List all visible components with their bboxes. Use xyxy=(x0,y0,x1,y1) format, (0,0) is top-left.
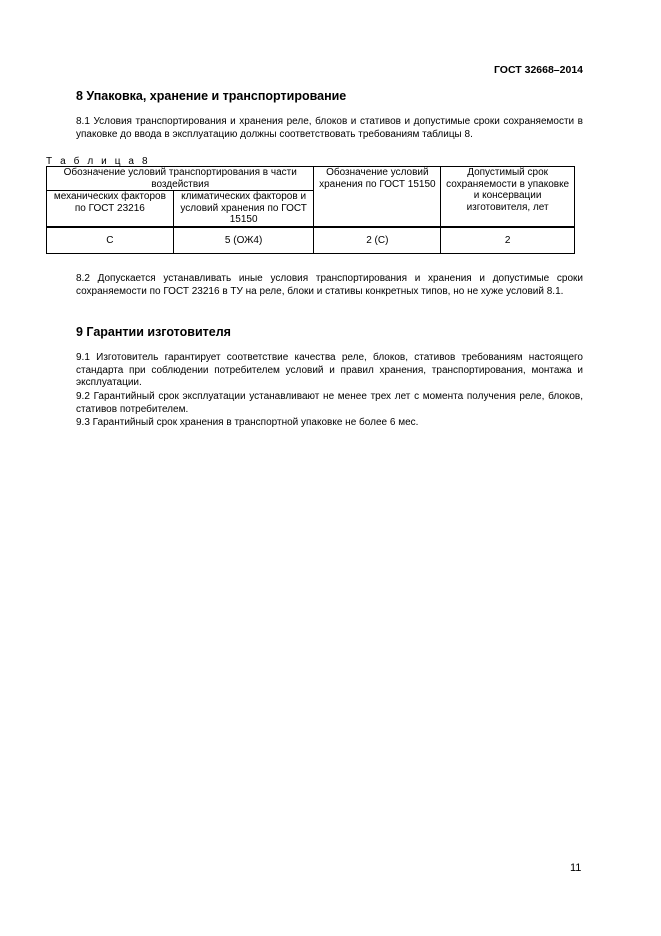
page-number: 11 xyxy=(570,862,582,874)
table-head-storage-conditions: Обозначение условий хранения по ГОСТ 15150 xyxy=(314,167,441,227)
table-cell-storage: 2 (С) xyxy=(314,227,441,254)
paragraph-8-1 xyxy=(76,116,583,141)
table-head-mechanical: механических факторов по ГОСТ 23216 xyxy=(47,191,174,227)
table-head-storage-term: Допустимый срок сохраняемости в упаковке и консервации изготовителя, лет xyxy=(441,167,575,227)
table-cell-clim: 5 (ОЖ4) xyxy=(173,227,314,254)
table-8 xyxy=(46,166,575,254)
table-cell-term: 2 xyxy=(441,227,575,254)
paragraph-8-1-text: 8.1 Условия транспортирования и хранения реле, блоков и стативов и допустимые сроки сохраняемости в упаковке до ввода в эксплуатацию должны соответствовать требованиям таблицы 8. xyxy=(76,116,583,140)
paragraph-9-1: 9.1 Изготовитель гарантирует соответствие качества реле, блоков, стативов требованиям настоящего стандарта при соблюдении потребителем условий и правил хранения, транспортирования, монтажа и эксплуатации. xyxy=(76,352,583,389)
table-head-climatic: климатических факторов и условий хранения по ГОСТ 15150 xyxy=(173,191,314,227)
table-head-transport-conditions: Обозначение условий транспортирования в части воздействия xyxy=(47,167,314,191)
section-8-title: 8 Упаковка, хранение и транспортирование xyxy=(76,89,347,103)
table-row xyxy=(47,227,575,254)
section-9-title: 9 Гарантии изготовителя xyxy=(76,325,231,339)
table-cell-mech: С xyxy=(47,227,174,254)
table-8-caption: Т а б л и ц а 8 xyxy=(46,156,151,167)
document-code: ГОСТ 32668–2014 xyxy=(493,64,583,76)
paragraph-9-3: 9.3 Гарантийный срок хранения в транспортной упаковке не более 6 мес. xyxy=(76,417,419,428)
paragraph-9-2: 9.2 Гарантийный срок эксплуатации устанавливают не менее трех лет с момента получения реле, блоков, стативов потребителем. xyxy=(76,391,583,415)
paragraph-8-2: 8.2 Допускается устанавливать иные условия транспортирования и хранения и допустимые сроки сохраняемости по ГОСТ 23216 в ТУ на реле, блоки и стативы конкретных типов, но не хуже условий 8.1. xyxy=(76,273,583,297)
